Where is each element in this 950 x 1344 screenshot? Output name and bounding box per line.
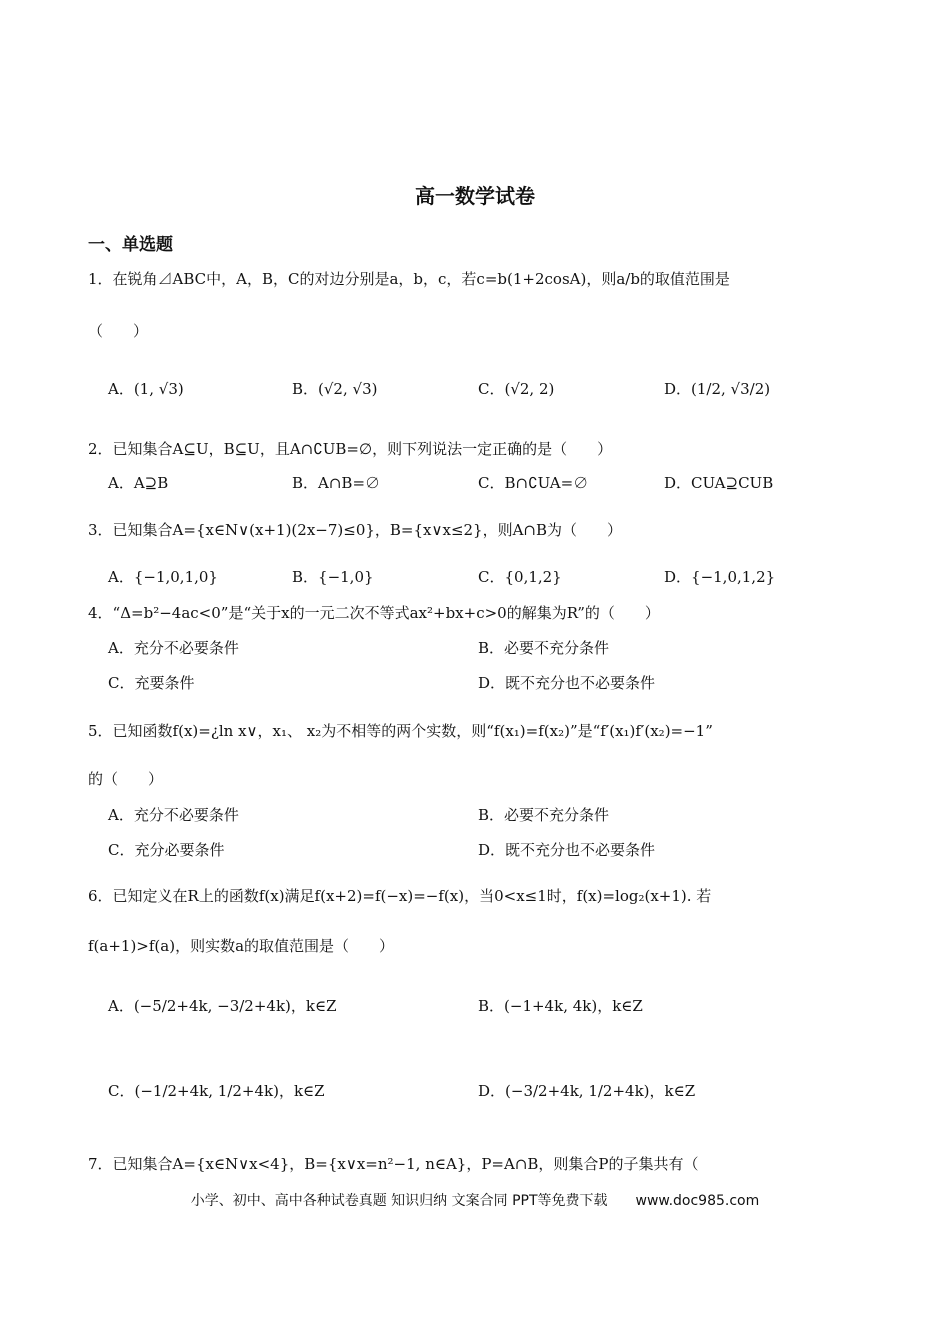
option-d: D．CUA⊇CUB [664,474,774,492]
option-d: D．{−1,0,1,2} [664,568,776,586]
option-a: A．(−5/2+4k, −3/2+4k)，k∈Z [108,997,337,1015]
option-a: A．{−1,0,1,0} [108,568,218,586]
option-a: A．(1, √3) [108,380,184,398]
option-c: C．(√2, 2) [478,380,555,398]
option-b: B．{−1,0} [292,568,374,586]
section-heading: 一、单选题 [88,235,173,255]
option-b: B．(−1+4k, 4k)，k∈Z [478,997,643,1015]
question-stem: 7．已知集合A={x∈N∨x<4}，B={x∨x=n²−1, n∈A}，P=A∩B，则集合P的子集共有（ [88,1155,699,1173]
option-a: A．充分不必要条件 [108,639,239,657]
option-c: C．{0,1,2} [478,568,562,586]
option-d: D．(1/2, √3/2) [664,380,771,398]
option-c: C．充分必要条件 [108,841,225,859]
option-c: C．B∩∁UA=∅ [478,474,589,492]
question-stem: 5．已知函数f(x)=¿ln x∨，x₁、 x₂为不相等的两个实数，则“f(x₁)=f(x₂)”是“f′(x₁)f′(x₂)=−1” [88,722,713,740]
option-b: B．(√2, √3) [292,380,378,398]
option-c: C．(−1/2+4k, 1/2+4k)，k∈Z [108,1082,325,1100]
option-d: D．(−3/2+4k, 1/2+4k)，k∈Z [478,1082,696,1100]
question-stem-continued: f(a+1)>f(a)，则实数a的取值范围是（ ） [88,937,395,955]
question-stem-continued: （ ） [88,322,149,340]
option-a: A．A⊇B [108,474,169,492]
option-a: A．充分不必要条件 [108,806,239,824]
question-stem: 1．在锐角⊿ABC中，A，B，C的对边分别是a，b，c，若c=b(1+2cosA)，则a/b的取值范围是 [88,270,730,288]
option-b: B．必要不充分条件 [478,639,610,657]
question-stem-continued: 的（ ） [88,770,164,788]
question-stem: 4．“Δ=b²−4ac<0”是“关于x的一元二次不等式ax²+bx+c>0的解集为R”的（ ） [88,604,660,622]
page-title: 高一数学试卷 [415,184,535,208]
question-stem: 3．已知集合A={x∈N∨(x+1)(2x−7)≤0}，B={x∨x≤2}，则A∩B为（ ） [88,521,623,539]
question-stem: 6．已知定义在R上的函数f(x)满足f(x+2)=f(−x)=−f(x)，当0<x≤1时，f(x)=log₂(x+1). 若 [88,887,712,905]
option-d: D．既不充分也不必要条件 [478,674,656,692]
option-d: D．既不充分也不必要条件 [478,841,656,859]
page-footer: 小学、初中、高中各种试卷真题 知识归纳 文案合同 PPT等免费下载 www.doc985.com [190,1193,760,1209]
option-c: C．充要条件 [108,674,195,692]
question-stem: 2．已知集合A⊆U，B⊆U，且A∩∁UB=∅，则下列说法一定正确的是（ ） [88,440,613,458]
option-b: B．必要不充分条件 [478,806,610,824]
option-b: B．A∩B=∅ [292,474,381,492]
